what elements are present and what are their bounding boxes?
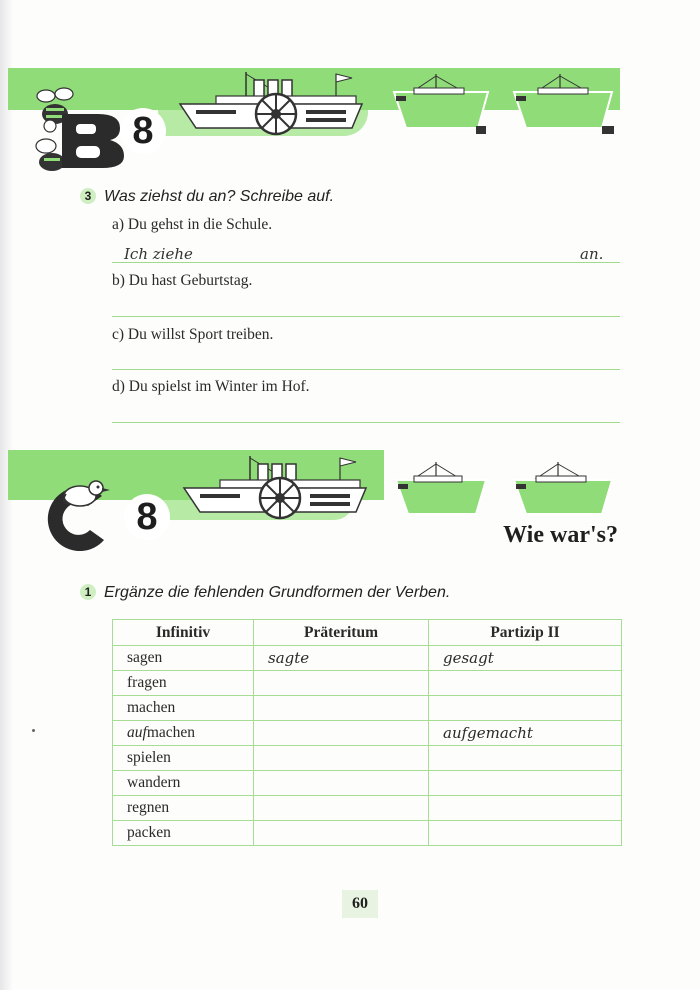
column-header-infinitiv: Infinitiv bbox=[113, 620, 254, 646]
answer-line-d[interactable] bbox=[112, 422, 620, 423]
section-c-number: 8 bbox=[124, 494, 170, 540]
table-row bbox=[113, 771, 622, 796]
praeteritum-cell[interactable] bbox=[254, 771, 429, 796]
infinitiv-cell bbox=[113, 771, 254, 796]
bird-icon bbox=[58, 474, 112, 514]
question-d: d) Du spielst im Winter im Hof. bbox=[112, 378, 310, 395]
boat-icon bbox=[508, 458, 616, 522]
steamship-icon bbox=[176, 70, 366, 140]
boat-icon bbox=[508, 70, 618, 136]
infinitiv-cell bbox=[113, 796, 254, 821]
praeteritum-cell[interactable]: sagte bbox=[254, 646, 429, 671]
infinitiv-cell bbox=[113, 821, 254, 846]
table-header-row bbox=[113, 620, 622, 646]
page-mark bbox=[32, 729, 35, 732]
praeteritum-cell[interactable] bbox=[254, 796, 429, 821]
table-row bbox=[113, 796, 622, 821]
verb-infinitiv: machen bbox=[146, 724, 196, 741]
page-number: 60 bbox=[342, 890, 378, 918]
task-1-title-text: Ergänze die fehlenden Grundformen der Verben. bbox=[104, 584, 451, 601]
table-row bbox=[113, 646, 622, 671]
task-3-number: 3 bbox=[80, 188, 96, 204]
verb-infinitiv: regnen bbox=[127, 799, 170, 816]
infinitiv-cell bbox=[113, 746, 254, 771]
column-header-praeteritum: Präteritum bbox=[254, 620, 429, 646]
verb-infinitiv: spielen bbox=[127, 749, 171, 766]
table-row bbox=[113, 746, 622, 771]
table-row bbox=[113, 696, 622, 721]
section-c-heading: Wie war's? bbox=[503, 522, 618, 548]
verb-infinitiv: sagen bbox=[127, 649, 163, 666]
verb-infinitiv: machen bbox=[127, 699, 176, 716]
partizip-cell[interactable] bbox=[429, 796, 622, 821]
partizip-cell[interactable] bbox=[429, 771, 622, 796]
praeteritum-cell[interactable] bbox=[254, 671, 429, 696]
praeteritum-cell[interactable] bbox=[254, 721, 429, 746]
partizip-cell[interactable]: aufgemacht bbox=[429, 721, 622, 746]
question-c: c) Du willst Sport treiben. bbox=[112, 326, 274, 343]
task-1-number: 1 bbox=[80, 584, 96, 600]
task-3-title bbox=[80, 188, 334, 206]
infinitiv-cell bbox=[113, 646, 254, 671]
verb-forms-table bbox=[112, 619, 622, 846]
verb-infinitiv: fragen bbox=[127, 674, 167, 691]
section-b-letter-shape bbox=[58, 112, 126, 170]
infinitiv-cell bbox=[113, 671, 254, 696]
task-3-title-text: Was ziehst du an? Schreibe auf. bbox=[104, 188, 335, 205]
column-header-partizip: Partizip II bbox=[429, 620, 622, 646]
partizip-cell[interactable] bbox=[429, 671, 622, 696]
question-a: a) Du gehst in die Schule. bbox=[112, 216, 273, 233]
praeteritum-cell[interactable] bbox=[254, 821, 429, 846]
boat-icon bbox=[388, 70, 492, 136]
partizip-cell[interactable] bbox=[429, 821, 622, 846]
verb-infinitiv: packen bbox=[127, 824, 171, 841]
answer-line-b[interactable] bbox=[112, 316, 620, 317]
answer-line-c[interactable] bbox=[112, 369, 620, 370]
steamship-icon bbox=[180, 454, 370, 524]
handwritten-answer-start: Ich ziehe bbox=[124, 245, 193, 263]
answer-line-a[interactable] bbox=[112, 262, 620, 263]
infinitiv-cell bbox=[113, 696, 254, 721]
handwritten-answer-end: an. bbox=[580, 245, 604, 263]
praeteritum-cell[interactable] bbox=[254, 746, 429, 771]
partizip-cell[interactable] bbox=[429, 746, 622, 771]
praeteritum-cell[interactable] bbox=[254, 696, 429, 721]
partizip-cell[interactable] bbox=[429, 696, 622, 721]
boat-icon bbox=[390, 458, 490, 522]
partizip-cell[interactable]: gesagt bbox=[429, 646, 622, 671]
verb-prefix: auf bbox=[127, 724, 147, 741]
table-row bbox=[113, 721, 622, 746]
infinitiv-cell bbox=[113, 721, 254, 746]
table-row bbox=[113, 821, 622, 846]
section-b-number: 8 bbox=[120, 108, 166, 154]
question-b: b) Du hast Geburtstag. bbox=[112, 272, 253, 289]
task-1-title bbox=[80, 584, 450, 602]
section-b-banner bbox=[8, 68, 620, 164]
table-row bbox=[113, 671, 622, 696]
verb-infinitiv: wandern bbox=[127, 774, 181, 791]
